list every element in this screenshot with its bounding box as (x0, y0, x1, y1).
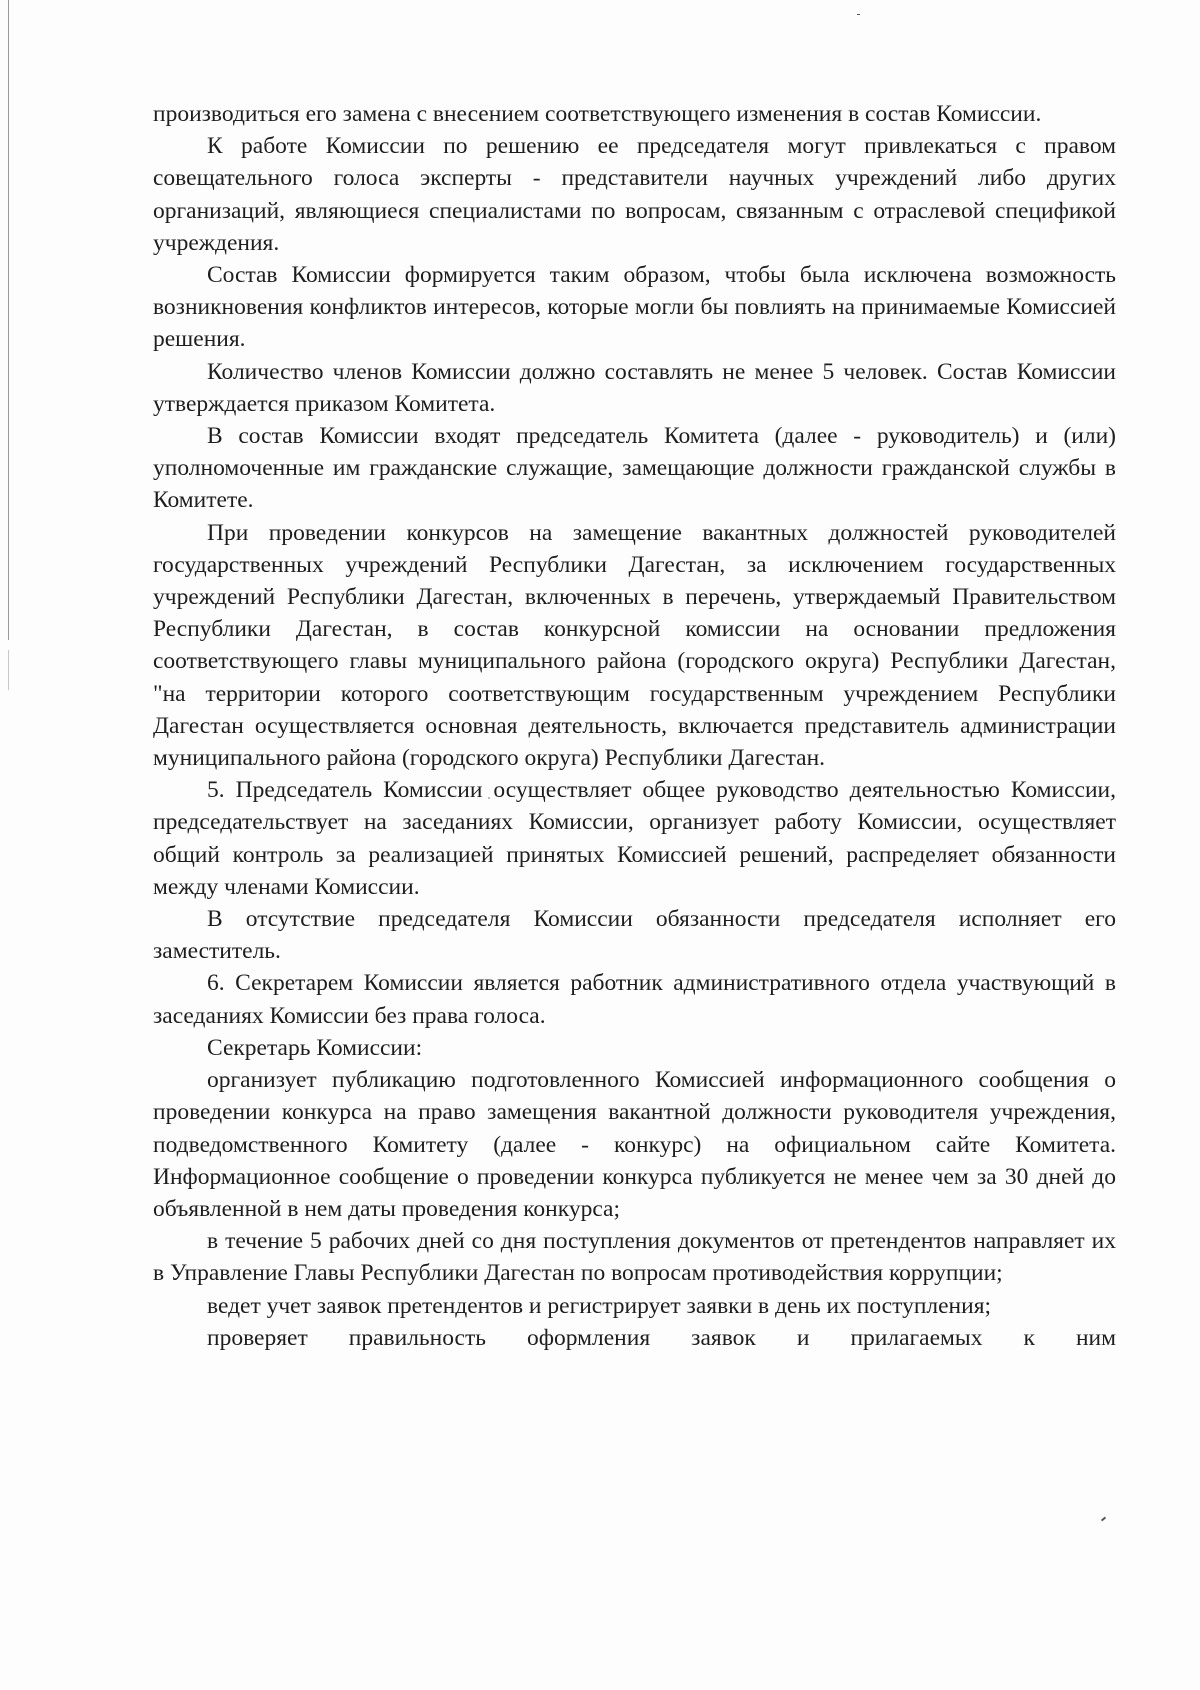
paragraph: К работе Комиссии по решению ее председателя могут привлекаться с правом совещательного голоса эксперты - представители научных учреждений либо других организаций, являющиеся специалистами по вопросам, связанным с отраслевой спецификой учреждения. (153, 133, 1116, 256)
paragraph: 6. Секретарем Комиссии является работник административного отдела участвующий в заседаниях Комиссии без права голоса. (153, 970, 1116, 1029)
paragraph: В отсутствие председателя Комиссии обязанности председателя исполняет его заместитель. (153, 906, 1116, 965)
paragraph: Секретарь Комиссии: (207, 1034, 423, 1061)
paragraph: в течение 5 рабочих дней со дня поступления документов от претендентов направляет их в Управление Главы Республики Дагестан по вопросам противодействия коррупции; (153, 1228, 1116, 1287)
paragraph: 5. Председатель Комиссии осуществляет общее руководство деятельностью Комиссии, председательствует на заседаниях Комиссии, организует работу Комиссии, осуществляет общий контроль за реализацией принятых Комиссией решений, распределяет обязанности между членами Комиссии. (153, 777, 1116, 900)
scan-edge-line (8, 650, 9, 690)
document-body (153, 98, 1116, 1354)
paragraph: В состав Комиссии входят председатель Комитета (далее - руководитель) и (или) уполномоченные им гражданские служащие, замещающие должности гражданской службы в Комитете. (153, 423, 1116, 514)
paragraph: проверяет правильность оформления заявок и прилагаемых к ним (207, 1324, 1116, 1351)
paragraph: ведет учет заявок претендентов и регистрирует заявки в день их поступления; (207, 1292, 992, 1319)
paragraph: производиться его замена с внесением соответствующего изменения в состав Комиссии. (153, 101, 1042, 127)
scan-speck (1101, 1517, 1106, 1522)
scan-edge-line (8, 0, 9, 640)
paragraph: Состав Комиссии формируется таким образом, чтобы была исключена возможность возникновения конфликтов интересов, которые могли бы повлиять на принимаемые Комиссией решения. (153, 262, 1116, 353)
paragraph: Количество членов Комиссии должно составлять не менее 5 человек. Состав Комиссии утверждается приказом Комитета. (153, 358, 1116, 417)
paragraph: При проведении конкурсов на замещение вакантных должностей руководителей государственных учреждений Республики Дагестан, за исключением государственных учреждений Республики Дагестан, включенных в перечень, утверждаемый Правительством Республики Дагестан, в состав конкурсной комиссии на основании предложения соответствующего главы муниципального района (городского округа) Республики Дагестан, "на территории которого соответствующим государственным учреждением Республики Дагестан осуществляется основная деятельность, включается представитель администрации муниципального района (городского округа) Республики Дагестан. (153, 519, 1116, 772)
scan-speck (857, 14, 860, 15)
paragraph: организует публикацию подготовленного Комиссией информационного сообщения о проведении конкурса на право замещения вакантной должности руководителя учреждения, подведомственного Комитету (далее - конкурс) на официальном сайте Комитета. Информационное сообщение о проведении конкурса публикуется не менее чем за 30 дней до объявленной в нем даты проведения конкурса; (153, 1067, 1116, 1222)
